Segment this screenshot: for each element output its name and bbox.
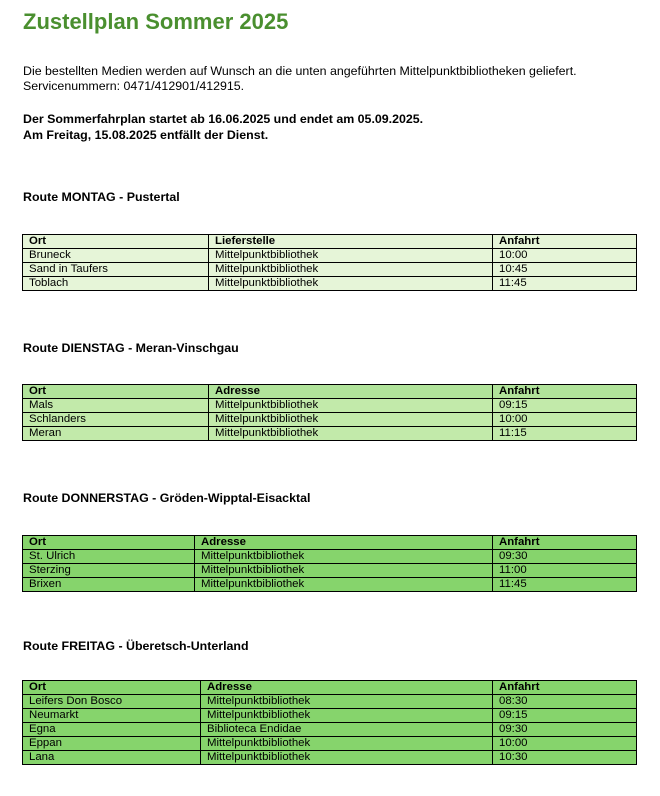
cell-ort: Leifers Don Bosco	[23, 695, 201, 709]
table-header-row	[23, 536, 637, 550]
table-row	[23, 695, 637, 709]
column-header-anfahrt: Anfahrt	[493, 681, 637, 695]
table-row	[23, 709, 637, 723]
route-monday-title: Route MONTAG - Pustertal	[23, 190, 180, 204]
column-header-anfahrt: Anfahrt	[493, 385, 637, 399]
table-header-row	[23, 235, 637, 249]
column-header-adresse: Adresse	[195, 536, 493, 550]
holiday-note: Am Freitag, 15.08.2025 entfällt der Dienst.	[23, 128, 269, 142]
table-row	[23, 578, 637, 592]
column-header-lieferstelle: Lieferstelle	[209, 235, 493, 249]
cell-adresse: Mittelpunktbibliothek	[209, 399, 493, 413]
column-header-ort: Ort	[23, 681, 201, 695]
cell-ort: Schlanders	[23, 413, 209, 427]
table-row	[23, 249, 637, 263]
cell-adresse: Mittelpunktbibliothek	[201, 695, 493, 709]
cell-anfahrt: 09:15	[493, 399, 637, 413]
cell-ort: Eppan	[23, 737, 201, 751]
route-friday-table	[22, 680, 637, 765]
table-row	[23, 564, 637, 578]
route-thursday-title: Route DONNERSTAG - Gröden-Wipptal-Eisacktal	[23, 491, 311, 505]
cell-ort: Neumarkt	[23, 709, 201, 723]
cell-adresse: Biblioteca Endidae	[201, 723, 493, 737]
table-row	[23, 427, 637, 441]
route-friday-title: Route FREITAG - Überetsch-Unterland	[23, 639, 249, 653]
cell-adresse: Mittelpunktbibliothek	[209, 427, 493, 441]
column-header-ort: Ort	[23, 235, 209, 249]
season-dates-note: Der Sommerfahrplan startet ab 16.06.2025 und endet am 05.09.2025.	[23, 112, 424, 126]
column-header-adresse: Adresse	[209, 385, 493, 399]
table-row	[23, 737, 637, 751]
table-row	[23, 413, 637, 427]
cell-lieferstelle: Mittelpunktbibliothek	[209, 249, 493, 263]
route-tuesday-table	[22, 384, 637, 441]
column-header-anfahrt: Anfahrt	[493, 536, 637, 550]
table-header-row	[23, 385, 637, 399]
cell-adresse: Mittelpunktbibliothek	[201, 737, 493, 751]
cell-ort: Mals	[23, 399, 209, 413]
cell-adresse: Mittelpunktbibliothek	[195, 550, 493, 564]
cell-adresse: Mittelpunktbibliothek	[195, 564, 493, 578]
route-thursday-table	[22, 535, 637, 592]
cell-ort: Bruneck	[23, 249, 209, 263]
cell-adresse: Mittelpunktbibliothek	[195, 578, 493, 592]
cell-ort: Toblach	[23, 277, 209, 291]
table-row	[23, 277, 637, 291]
table-row	[23, 263, 637, 277]
cell-anfahrt: 09:15	[493, 709, 637, 723]
cell-ort: Sterzing	[23, 564, 195, 578]
table-row	[23, 399, 637, 413]
cell-anfahrt: 09:30	[493, 723, 637, 737]
intro-text: Die bestellten Medien werden auf Wunsch an die unten angeführten Mittelpunktbibliotheken geliefert. Servicenummern: 0471/412901/412915.	[23, 64, 577, 93]
cell-ort: St. Ulrich	[23, 550, 195, 564]
table-row	[23, 550, 637, 564]
table-row	[23, 751, 637, 765]
cell-lieferstelle: Mittelpunktbibliothek	[209, 277, 493, 291]
cell-anfahrt: 10:00	[493, 249, 637, 263]
table-header-row	[23, 681, 637, 695]
column-header-anfahrt: Anfahrt	[493, 235, 637, 249]
route-tuesday-title: Route DIENSTAG - Meran-Vinschgau	[23, 341, 239, 355]
cell-anfahrt: 10:00	[493, 413, 637, 427]
cell-anfahrt: 11:00	[493, 564, 637, 578]
cell-anfahrt: 08:30	[493, 695, 637, 709]
route-monday-table	[22, 234, 637, 291]
page-title: Zustellplan Sommer 2025	[23, 9, 289, 34]
cell-adresse: Mittelpunktbibliothek	[201, 751, 493, 765]
column-header-adresse: Adresse	[201, 681, 493, 695]
column-header-ort: Ort	[23, 536, 195, 550]
cell-anfahrt: 11:45	[493, 578, 637, 592]
cell-adresse: Mittelpunktbibliothek	[209, 413, 493, 427]
column-header-ort: Ort	[23, 385, 209, 399]
cell-anfahrt: 10:45	[493, 263, 637, 277]
cell-adresse: Mittelpunktbibliothek	[201, 709, 493, 723]
cell-lieferstelle: Mittelpunktbibliothek	[209, 263, 493, 277]
cell-anfahrt: 11:15	[493, 427, 637, 441]
schedule-notice	[23, 111, 423, 143]
table-row	[23, 723, 637, 737]
cell-anfahrt: 11:45	[493, 277, 637, 291]
cell-ort: Sand in Taufers	[23, 263, 209, 277]
cell-anfahrt: 09:30	[493, 550, 637, 564]
cell-anfahrt: 10:00	[493, 737, 637, 751]
cell-ort: Meran	[23, 427, 209, 441]
cell-anfahrt: 10:30	[493, 751, 637, 765]
cell-ort: Lana	[23, 751, 201, 765]
cell-ort: Egna	[23, 723, 201, 737]
cell-ort: Brixen	[23, 578, 195, 592]
